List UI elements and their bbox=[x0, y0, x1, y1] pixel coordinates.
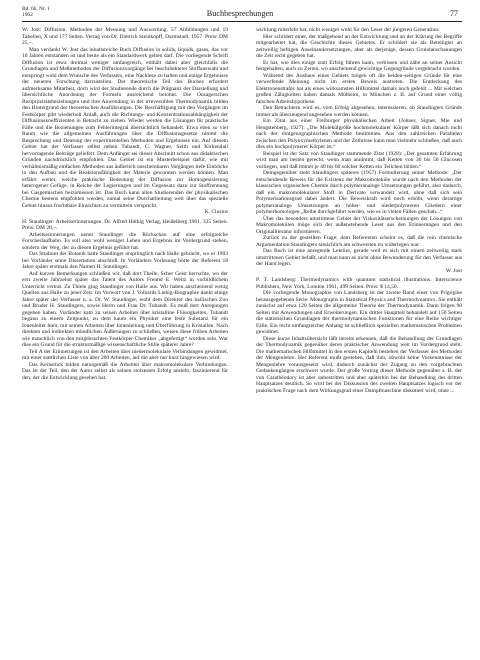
review-heading: W. Jost: Diffusion. Methoden der Messung und Auswertung. 57 Abbildungen und 19 Tabellen, X und 177 Seiten. Verlag von Dr. Dietrich Steinkopff, Darmstadt, 1957. Preis: DM 25,–. bbox=[22, 27, 228, 46]
review-signature: W. Jost bbox=[445, 267, 462, 274]
header-rule bbox=[22, 21, 462, 22]
review-paragraph: Hier schildert einer, der maßgebend an der Entwicklung und an der Klärung der Begriffe mitgearbeitet hat, die Geschichte dieses Gebietes. Er schildert sie als Beteiligter an zeitweilig heftigen Auseinandersetzungen, aber als derjenige, dessen Grundanschauungen die Zeit recht gegeben hat. bbox=[256, 33, 462, 59]
review-paragraph: Arbeitserinnerungen nennt Staudinger die Rückschau auf eine erfolgreiche Forscherlaufbahn. Es soll also wohl weniger Leben und Ergebnis im Vordergrund stehen, sondern der Weg, der zu diesen Ergebnis geführt hat. bbox=[22, 231, 228, 251]
running-head-title: Buchbesprechungen bbox=[206, 9, 274, 18]
review-paragraph: Auf kurzen Bemerkungen schließen wir, daß dort Theile, Scher Geist herrschte, wo der erst zweite Jahrzehnt später das Talent des Autors Freund E. Weitz in vorbildlichem Unterricht vertrat. Zu Thiele ging Staudinger von Halle aus. Wir haben anscheinend wenig Quellen aus Halle zu jener Zeit. Im Vorwort von J. Volhards Liebig-Biographie dankt einige Jahre später der Verfasser u. a. Dr. W. Staudinger, wohl dem Direktor des hallischen Zoo und Bruder H. Staudingers, sowie Herrn und Frau Dr. Tubandt. Es muß dort Anregungen gegeben haben. Vorländer kam zu seinen Arbeiten über kristalline Flüssigkeiten, Tubandt begann zu einem Zeitpunkt, zu dem kaum ein Physiker eine feste Substanz für ein Ionenleiter hielt, mit seinen Arbeiten über Ionenleitung und Überführung in Kristallen. Nach direkten und indirekten mündlichen Äußerungen zu schließen, weisen diese frühen Arbeiten wie manchlich von den mitgebrachten Festkörper-Chemiker „abgefertigt“ worden sein. War dies ein Grund für die strukturmäßige wissenschaftliche Stille späterer Jahre? bbox=[22, 270, 228, 348]
review-paragraph: Den Betrachtern wird es, vom Erfolg abgesehen, interessieren, ob Staudingers Gründe immer als überzeugend angesehen werden können. bbox=[256, 105, 462, 118]
right-column bbox=[256, 27, 462, 394]
review-signature: K. Clusius bbox=[204, 209, 228, 215]
volume-label: Bd. 66, Nr. 1 bbox=[22, 6, 50, 12]
review-heading: wicklung miterlebt hat, nicht weniger wohl für den Leser der jüngeren Generation. bbox=[256, 27, 440, 33]
left-column bbox=[22, 27, 228, 381]
review-paragraph: Man verdankt W. Jost das inhaltsreiche Buch Diffusion in solids, liquids, gases, das vor 10 Jahren entstanden ist und heute als ein Standardwerk gelten darf. Die vorliegende Schrift Diffusion ist etwa dreimal weniger umfangreich, enthält dabei aber gleichfalls die Grundlagen und Meßmethoden der Diffusionsvorgänge bei beschränkterer Stoffauswahl und entspringt wohl dem Wunsche des Verfassers, eine Nachlese zu halten und einige Ergebnisse der neueren Forschung darzustellen. Der theoretische Teil des Buches erfordert aufmerksame Mitarbeit, doch wird der Studierende durch die Prägnanz der Darstellung und übersichtliche Anordnung der Formeln ausreichend belohnt. Die Onsagerschen Reziprozitätsbeziehungen und ihre Anwendung in der irreversiblen Thermodynamik bilden den Hintergrund der theoretischen Ausführungen. Die Beschäftigung mit den Vorgängen im Festkörper gibt wiederholt Anlaß, auch die Richtungs- und Konzentrationsabhängigkeit der Diffusionskoeffizienten in Betracht zu ziehen. Wieder werden die Lösungen für praktische Fälle und die Beziehungen zum Fehlerintegral übersichtlich behandelt. Etwa eben so viel Raum wie die allgemeinen Ausführungen über die Diffusionsgesetze nimmt die Besprechung und Deutung der experimentellen Methoden und Ergebnisse ein. Auf diesem Gebiet hat der Verfasser selbst neben Tubandt, C. Wagner, Seith und Kirkendall hervorragende Beiträge geliefert. Dem Anfänger sei dieser Abschnitt schon aus didaktischen Gründen nachdrücklich empfohlen. Das Gebiet ist ein Musterbeispiel dafür, wie mit verhältnismäßig einfachen Methoden aus äußerlich unscheinbaren Vorgängen tiefe Einblicke in den Aufbau und die Reaktionsfähigkeit der Materie gewonnen werden können. Man erfährt weiter, welche praktische Bedeutung der Diffusion zur Homogenisierung heterogener Gefüge, in Reiche der Legierungen und im Gegensatz dazu zur Stoffrennung bei Gasgemischen beizumessen ist. Das Buch kann allen Studierenden der physikalischen Chemie bestens empfohlen werden, zumal seine Durcharbeitung weit über das spezielle Gebiet hinaus fruchtbare Einsichten zu vermitteln verspricht. bbox=[22, 46, 228, 209]
review-paragraph: Diese kurze Inhaltsübersicht läßt bereits erkennen, daß die Behandlung der Grundlagen der Thermodynamik gegenüber deren praktischer Anwendung weit im Vordergrund steht. Die mathematischen Hilfsmittel in den ersten Kapiteln bestehen der Verfasser des Methoden der Mengenlehre. Her Referent mußt gestehen, daß ihm, obwohl keine Vorkenntnisse der Mengenlehre vorausgesetzt wird, dadurch zunächst der Zugang zu den vorgebrachten Gedankengängen erschwert wurde. Der große Vortrag dieser Methode gegenüber z. B. der von Carathéodory ist aber unbestritten und aber späterhin bei der Behandlung des dritten Hauptsatzes deutlich. So wird bei der Diskussion des zweiten Hauptsatzes logisch vor der praktischen Frage nach dem Wirkungsgrad einer Dampfmaschine diskutiert wird, ohne ... bbox=[256, 335, 462, 394]
review-heading: H. Staudinger: Arbeitserinnerungen. Dr. Alfred Hüthig Verlag, Heidelberg 1961. 335 Seiten. Preis: DM 28,–. bbox=[22, 218, 228, 231]
review-paragraph: Demgegenüber steht Staudingers späteres (1957) Formulierung seiner Methode: „Der entscheidende Beweis für die Existenz der Makromoleküle wurde nach den Methoden der klassischen organischen Chemie durch polymeranaloge Umsetzungen geführt, also dadurch, daß ein makromolekularer Stoff in Derivate verwandelt wird, ohne daß sich sein Polymerisationsgrad dabei ändert. Die Beweiskraft wird noch erhöht, wenn derartige polymeranaloge Umsetzungen an höher- und niederpolymeren Gliedern einer polymerhomologen „Reihe durchgeführt werden, wie es in vielen Fällen geschah...“ bbox=[256, 170, 462, 215]
year-label: 1962 bbox=[22, 12, 33, 19]
review-paragraph: Während des Ausbaus eines Gebiets mögen oft die heiden-seitigen Gründe für eine verwerfende Meinung nicht im ersten Beweis austreten. Die Entdeckung des Elektronenstrahls hat als eines wirksamsten Hilfsmittel damals noch gefehlt ... Mit welchen großen Zähigkeiten haben damals Mülheim, in München z. B. auf Grund einer völlig falschen Arbeitshypothese. bbox=[256, 72, 462, 105]
review-paragraph: Beispiel ist der Satz von Staudinger stammende Zitat (1928): „Der gesamten Erfahrung wird man am besten gerecht, wenn man annimmt, daß Ketten von 30 bis 50 Glucosen vorliegen, und daß immer je 40 bis 60 solcher Ketten ein Teilchen bilden.“ bbox=[256, 150, 462, 170]
review-paragraph: Das Kernstück bilden naturgemäß die Arbeiten über makromolekulare Verbindungen. Das ist der Teil, den der Autor selbst als seinen stolzesten Erfolg ansieht, faszinierend für den, der die Entwicklung gesehen hat. bbox=[22, 361, 228, 381]
page-number: 77 bbox=[449, 9, 458, 18]
review-paragraph: Die vorliegende Monographie von Landsberg ist der zweite Band einer von Prigogine herausgegebenen Serie: Monographs in Statistical Physics and Thermodynamics. Sie enthält zunächst auf etwa 120 Seiten die allgemeine Theorie der Thermodynamik. Dann folgen 90 Seiten mit Anwendungen und Erweiterungen. Ein dritter Hauptteil behandelt auf 150 Seiten die statistischen Grundlagen der thermodynamischen Funktionen für eine Reihe wichtiger Fälle. Ein recht umfangreicher Anhang ist schließlich speziellen mathematischen Problemen gewidmet. bbox=[256, 290, 462, 335]
review-paragraph: Er hat, wie dies einige zum Erfolg führen kann, verbissen und zähe an seiner Ansicht festgehalten, auch zu Zeiten, wo anscheinend gewichtige Gegengründe vorgebracht wurden. bbox=[256, 59, 462, 72]
review-paragraph: Zurück zu der gestellten Frage: dem Referenten scheint es, daß die rein chemische Argumentation Staudingers tatsächlich am schwersten zu widerlegen war. bbox=[256, 235, 462, 248]
review-paragraph: Das Buch ist eine anregende Lektüre, gerade weil es sich mit einem zeitweilig stark umstrittenen Gebiet befaßt, und man kann es nicht ohne Bewunderung für den Verfasser aus der Hand legen. bbox=[256, 248, 462, 267]
review-paragraph: Das Studium der Botanik hatte Staudinger ursprünglich nach Halle gebracht, wo er 1903 bei Vorländer seine Dissertation abschloß. In Vorländers Vorlesung hörte der Referent 18 Jahre später erstmals den Namen H. Staudinger. bbox=[22, 251, 228, 270]
review-heading: P. T. Landsberg: Thermodynamics with quantum statistical illustrations. Interscience Publishers, New York, London 1961, 499 Seiten. Preis: $ 14,50. bbox=[256, 277, 462, 290]
review-paragraph: Über das besonders umstrittene Gebiet der Viskositätserscheinungen der Lösungen von Makromolekülen möge sich der außenstehende Leser aus den Erinnerungen und den Originalliteratur informieren. bbox=[256, 215, 462, 235]
review-paragraph: Ein Zitat aus einer Freiburger physikalischen Arbeit (Johner, Signer, Mie und Hengstenberg, 1927): „Die Molekülgröße hochmolekularer Körper läßt sich danach nicht nach der röntgenographischen Methode bestimmen. Aus den zahlreichen Parallelen zwischen den Polyoxymethylenen und der Zellulose kann man vielmehr schließen, daß auch dies ein hochpolymerer Körper ist.“ bbox=[256, 118, 462, 150]
review-paragraph: Teil A der Erinnerungen ist den Arbeiten über niedermolekulare Verbindungen gewidmet, mit einer stattlichen Liste von über 200 Arbeiten, auf die aber nur kurz hingewiesen wird. bbox=[22, 348, 228, 361]
